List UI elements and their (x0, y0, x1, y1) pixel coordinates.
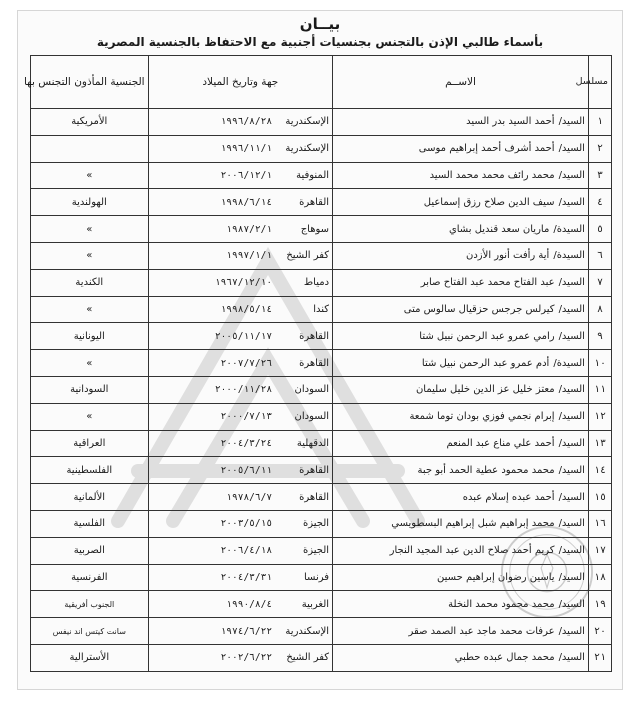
row-birth-place: القاهرة (299, 357, 330, 369)
row-birth-cell (148, 457, 332, 484)
row-name-cell (333, 296, 589, 323)
row-nationality: اليونانية (31, 323, 149, 350)
table-row (31, 189, 612, 216)
row-serial: ١٣ (588, 430, 611, 457)
row-birth-date: ١٩٩٨/٥/١٤ (220, 303, 273, 315)
row-honorific: السيد/ (558, 330, 585, 342)
row-nationality: الأمريكية (31, 109, 149, 136)
row-birth-cell (148, 109, 332, 136)
row-birth-date: ٢٠٠٠/١١/٢٨ (214, 384, 273, 396)
table-row (31, 135, 612, 162)
row-birth-date: ١٩٧٨/٦/٧ (226, 491, 273, 503)
row-serial: ١٨ (588, 564, 611, 591)
row-serial: ٣ (588, 162, 611, 189)
row-serial: ١٠ (588, 350, 611, 377)
row-honorific: السيد/ (558, 491, 585, 503)
row-name-cell (333, 109, 589, 136)
row-nationality: الأسترالية (31, 644, 149, 671)
row-name: عبد الفتاح محمد عبد الفتاح صابر (420, 277, 555, 289)
row-nationality: » (31, 216, 149, 243)
row-nationality: الصربية (31, 537, 149, 564)
table-row (31, 403, 612, 430)
row-name-cell (333, 189, 589, 216)
row-birth-place: المنوفية (296, 169, 330, 181)
table-row (31, 269, 612, 296)
row-name: عرفات محمد ماجد عبد الصمد صقر (408, 625, 555, 637)
row-name: أحمد السيد بدر السيد (466, 116, 555, 128)
row-birth-date: ٢٠٠٢/٦/٢٢ (220, 652, 273, 664)
row-honorific: السيدة/ (553, 357, 585, 369)
row-name: أحمد عبده إسلام عبده (462, 491, 555, 503)
row-nationality: الهولندية (31, 189, 149, 216)
row-name: أحمد أشرف أحمد إبراهيم موسى (418, 143, 555, 155)
row-honorific: السيد/ (558, 303, 585, 315)
row-honorific: السيد/ (558, 545, 585, 557)
table-row (31, 430, 612, 457)
row-birth-place: الجيزة (302, 545, 330, 557)
row-birth-place: السودان (294, 384, 330, 396)
row-name-cell (333, 376, 589, 403)
row-birth-place: كفر الشيخ (286, 250, 330, 262)
row-name-cell (333, 242, 589, 269)
row-serial: ٢١ (588, 644, 611, 671)
row-serial: ٧ (588, 269, 611, 296)
row-birth-cell (148, 564, 332, 591)
table-row (31, 296, 612, 323)
row-name: أية رأفت أنور الأزدن (465, 250, 550, 262)
document-page (17, 10, 623, 690)
row-name-cell (333, 457, 589, 484)
row-birth-date: ١٩٩٦/١١/١ (220, 143, 273, 155)
row-birth-date: ١٩٩٦/٨/٢٨ (220, 116, 273, 128)
row-name-cell (333, 644, 589, 671)
row-serial: ٥ (588, 216, 611, 243)
row-honorific: السيد/ (558, 518, 585, 530)
row-honorific: السيد/ (558, 652, 585, 664)
row-name-cell (333, 403, 589, 430)
row-nationality: الجنوب أفريقية (31, 591, 149, 618)
row-birth-cell (148, 484, 332, 511)
row-honorific: السيد/ (558, 464, 585, 476)
row-nationality: » (31, 162, 149, 189)
table-row (31, 109, 612, 136)
document-title: بيــان (299, 15, 341, 33)
table-row (31, 564, 612, 591)
row-birth-cell (148, 376, 332, 403)
header-serial: مسلسل (588, 56, 611, 109)
row-birth-place: فرنسا (303, 571, 330, 583)
row-birth-place: الدقهلية (296, 437, 330, 449)
row-birth-date: ٢٠٠٦/١٢/١ (220, 169, 273, 181)
row-honorific: السيد/ (558, 598, 585, 610)
row-nationality: الكندية (31, 269, 149, 296)
row-name: معتز خليل عز الدين خليل سليمان (415, 384, 555, 396)
row-name-cell (333, 323, 589, 350)
row-birth-place: الإسكندرية (285, 116, 330, 128)
row-name: كريم أحمد صلاح الدين عبد المجيد النجار (389, 545, 555, 557)
row-birth-date: ٢٠٠٤/٣/٣١ (220, 571, 273, 583)
row-birth-date: ١٩٩٧/١/١ (226, 250, 273, 262)
row-serial: ١٤ (588, 457, 611, 484)
table-row (31, 537, 612, 564)
row-name: ياسين رضوان إبراهيم حسين (437, 571, 555, 583)
table-row (31, 618, 612, 645)
row-birth-cell (148, 135, 332, 162)
row-serial: ٢ (588, 135, 611, 162)
row-serial: ١ (588, 109, 611, 136)
row-birth-place: القاهرة (299, 464, 330, 476)
row-serial: ٤ (588, 189, 611, 216)
row-name: كيرلس جرجس حزقيال سالوس متى (403, 303, 555, 315)
row-name-cell (333, 135, 589, 162)
row-honorific: السيد/ (558, 143, 585, 155)
row-name-cell (333, 591, 589, 618)
row-birth-cell (148, 323, 332, 350)
row-name: إبرام نجمي فوزي بودان توما شمعة (409, 411, 555, 423)
row-name: سيف الدين صلاح رزق إسماعيل (423, 196, 555, 208)
row-nationality: الفرنسية (31, 564, 149, 591)
row-birth-cell (148, 510, 332, 537)
row-name-cell (333, 537, 589, 564)
table-row (31, 484, 612, 511)
row-birth-cell (148, 537, 332, 564)
row-birth-place: الإسكندرية (285, 143, 330, 155)
row-honorific: السيد/ (558, 411, 585, 423)
row-birth-date: ٢٠٠٧/٧/٢٦ (220, 357, 273, 369)
row-nationality: الألمانية (31, 484, 149, 511)
row-name-cell (333, 269, 589, 296)
row-nationality: » (31, 403, 149, 430)
header-nationality: الجنسية المأذون التجنس بها (31, 56, 149, 109)
row-birth-place: القاهرة (299, 491, 330, 503)
row-birth-date: ١٩٦٧/١٢/١٠ (214, 277, 273, 289)
table-row (31, 591, 612, 618)
row-nationality: السودانية (31, 376, 149, 403)
row-name-cell (333, 564, 589, 591)
row-birth-place: الإسكندرية (285, 625, 330, 637)
row-serial: ٦ (588, 242, 611, 269)
row-birth-date: ٢٠٠٦/٤/١٨ (220, 545, 273, 557)
row-birth-date: ١٩٧٤/٦/٢٢ (220, 625, 273, 637)
row-nationality: الفلسطينية (31, 457, 149, 484)
applicants-table (23, 55, 612, 672)
row-honorific: السيد/ (558, 277, 585, 289)
row-birth-date: ١٩٨٧/٢/١ (226, 223, 273, 235)
table-row (31, 510, 612, 537)
row-name-cell (333, 510, 589, 537)
row-nationality: » (31, 242, 149, 269)
row-birth-date: ٢٠٠٣/٥/١٥ (220, 518, 273, 530)
row-name: أدم عمرو عبد الرحمن نبيل شتا (421, 357, 550, 369)
row-serial: ٢٠ (588, 618, 611, 645)
row-name-cell (333, 618, 589, 645)
row-serial: ١٦ (588, 510, 611, 537)
row-name: محمد جمال عبده حطبي (454, 652, 555, 664)
table-row (31, 323, 612, 350)
row-honorific: السيد/ (558, 384, 585, 396)
row-birth-date: ٢٠٠٤/٣/٢٤ (220, 437, 273, 449)
row-name: أحمد علي مناع عبد المنعم (446, 437, 555, 449)
header-name: الاســم (333, 56, 589, 109)
row-serial: ١٢ (588, 403, 611, 430)
row-name-cell (333, 430, 589, 457)
row-name-cell (333, 484, 589, 511)
row-birth-cell (148, 162, 332, 189)
row-name: محمد رائف محمد محمد السيد (429, 169, 555, 181)
row-nationality: » (31, 296, 149, 323)
row-serial: ١٧ (588, 537, 611, 564)
row-name: محمد محمود محمد النخلة (448, 598, 555, 610)
row-birth-place: كندا (313, 303, 330, 315)
row-honorific: السيد/ (558, 571, 585, 583)
row-name-cell (333, 350, 589, 377)
row-nationality (31, 135, 149, 162)
row-birth-cell (148, 216, 332, 243)
table-header-row (31, 56, 612, 109)
row-honorific: السيد/ (558, 169, 585, 181)
row-birth-place: القاهرة (299, 196, 330, 208)
table-row (31, 216, 612, 243)
row-honorific: السيد/ (558, 116, 585, 128)
row-birth-cell (148, 618, 332, 645)
row-birth-cell (148, 403, 332, 430)
row-honorific: السيدة/ (553, 250, 585, 262)
table-row (31, 457, 612, 484)
row-birth-place: الغربية (301, 598, 330, 610)
row-birth-cell (148, 430, 332, 457)
table-row (31, 242, 612, 269)
row-birth-place: كفر الشيخ (286, 652, 330, 664)
row-birth-place: السودان (294, 411, 330, 423)
row-birth-date: ٢٠٠٥/١١/١٧ (214, 330, 273, 342)
row-birth-cell (148, 269, 332, 296)
row-nationality: سانت كيتس اند نيفس (31, 618, 149, 645)
row-birth-date: ١٩٩٨/٦/١٤ (220, 196, 273, 208)
row-birth-cell (148, 591, 332, 618)
document-subtitle: بأسماء طالبي الإذن بالتجنس بجنسيات أجنبية مع الاحتفاظ بالجنسية المصرية (96, 35, 544, 49)
row-honorific: السيد/ (558, 196, 585, 208)
row-honorific: السيد/ (558, 437, 585, 449)
row-birth-place: دمياط (303, 277, 330, 289)
row-birth-place: الجيزة (302, 518, 330, 530)
row-birth-place: القاهرة (299, 330, 330, 342)
table-row (31, 644, 612, 671)
row-birth-date: ٢٠٠٠/٧/١٣ (220, 411, 273, 423)
row-nationality: الفلسية (31, 510, 149, 537)
row-serial: ١١ (588, 376, 611, 403)
row-serial: ١٩ (588, 591, 611, 618)
row-birth-cell (148, 189, 332, 216)
table-row (31, 350, 612, 377)
row-honorific: السيدة/ (553, 223, 585, 235)
row-birth-cell (148, 350, 332, 377)
row-nationality: » (31, 350, 149, 377)
header-birth: جهة وتاريخ الميلاد (148, 56, 332, 109)
row-birth-cell (148, 296, 332, 323)
row-serial: ٩ (588, 323, 611, 350)
row-name: رامي عمرو عبد الرحمن نبيل شتا (419, 330, 555, 342)
row-name: ماريان سعد قنديل بشاي (448, 223, 550, 235)
row-birth-date: ٢٠٠٥/٦/١١ (220, 464, 273, 476)
row-birth-date: ١٩٩٠/٨/٤ (226, 598, 273, 610)
row-birth-cell (148, 242, 332, 269)
row-name: محمد محمود عطية الحمد أبو جبة (417, 464, 555, 476)
row-name-cell (333, 216, 589, 243)
row-birth-cell (148, 644, 332, 671)
row-serial: ٨ (588, 296, 611, 323)
row-name: محمد إبراهيم شبل إبراهيم البسطويسي (391, 518, 555, 530)
row-nationality: العراقية (31, 430, 149, 457)
table-row (31, 162, 612, 189)
table-row (31, 376, 612, 403)
row-serial: ١٥ (588, 484, 611, 511)
row-birth-place: سوهاج (300, 223, 330, 235)
row-name-cell (333, 162, 589, 189)
row-honorific: السيد/ (558, 625, 585, 637)
